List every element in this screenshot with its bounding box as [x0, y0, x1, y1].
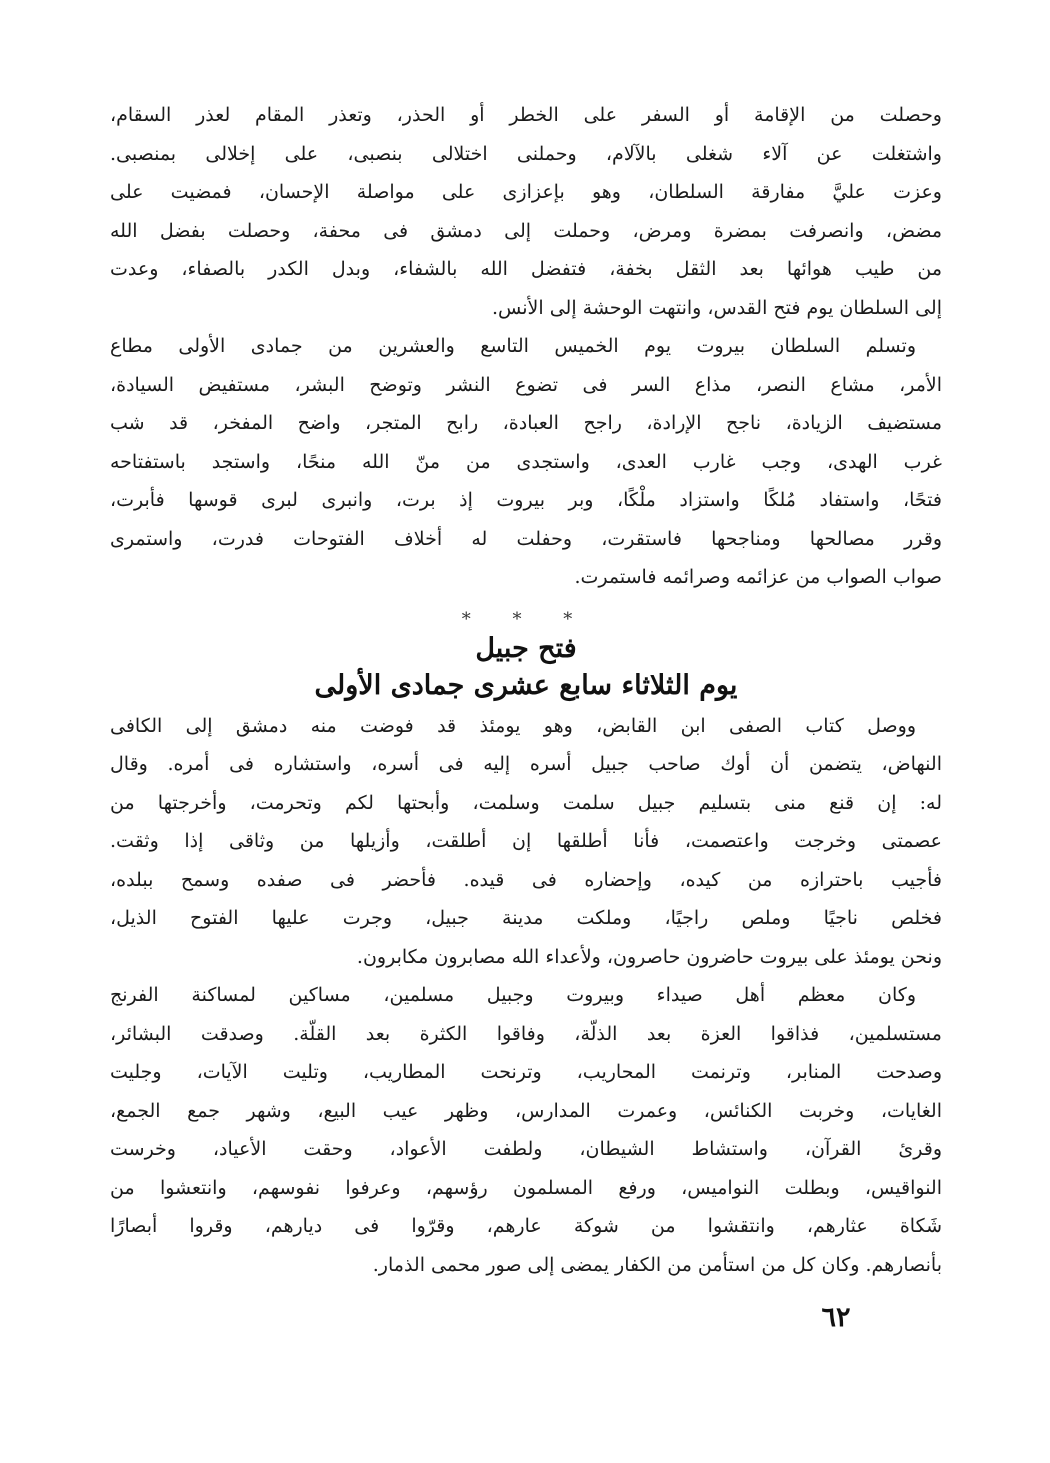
text-line: ونحن يومئذ على بيروت حاضرون حاصرون، ولأعداء الله مصابرون مكابرون. — [356, 945, 942, 968]
text-line: الغايات، وخربت الكنائس، وعمرت المدارس، وظهر عيب البيع، وشهر جمع الجمع، — [110, 1099, 942, 1122]
paragraph-3 — [110, 707, 942, 977]
text-line: بأنصارهم. وكان كل من استأمن من الكفار يمضى إلى صور محمى الذمار. — [372, 1253, 942, 1276]
text-line: الأمر، مشاع النصر، مذاع السر فى تضوع النشر وتوضح البشر، مستفيض السيادة، — [110, 373, 942, 396]
text-line: وقرئ القرآن، واستشاط الشيطان، ولطفت الأعواد، وحقت الأعياد، وخرست — [110, 1138, 942, 1160]
page-number: ٦٢ — [821, 1302, 851, 1333]
section-subtitle: يوم الثلاثاء سابع عشرى جمادى الأولى — [314, 669, 738, 701]
text-line: النهاض، يتضمن أن أوك صاحب جبيل أسره إليه فى أسره، واستشاره فى أمره. وقال — [110, 753, 942, 775]
text-line: صواب الصواب من عزائمه وصرائمه فاستمرت. — [574, 566, 942, 588]
text-line: من طيب هوائها بعد الثقل بخفة، فتفضل الله بالشفاء، وبدل الكدر بالصفاء، وعدت — [110, 258, 942, 280]
text-line: عصمتى وخرجت واعتصمت، فأنا أطلقها إن أطلقت، وأزيلها من وثاقى إذا وثقت. — [110, 830, 942, 852]
paragraph-4 — [110, 976, 942, 1284]
text-line: وتسلم السلطان بيروت يوم الخميس التاسع والعشرين من جمادى الأولى مطاع — [110, 335, 916, 357]
paragraph-2 — [110, 327, 942, 597]
text-line: النواقيس، وبطلت النواميس، ورفع المسلمون رؤسهم، وعرفوا نفوسهم، وانتعشوا من — [110, 1176, 942, 1199]
paragraph-1 — [110, 96, 942, 327]
text-line: فتحًا، واستفاد مُلكًا واستزاد ملْكًا، وبر بيروت إذ برت، وانبرى لبرى قوسها فأبرت، — [110, 489, 942, 511]
text-line: له: إن قنع منى بتسليم جبيل سلمت وسلمت، وأبحتها لكم وتحرمت، وأخرجتها من — [110, 791, 942, 814]
book-page — [110, 96, 942, 1284]
text-line: وعزت عليَّ مفارقة السلطان، وهو بإعزازى على مواصلة الإحسان، فمضيت على — [110, 181, 942, 203]
text-line: وقرر مصالحها ومناجحها فاستقرت، وحفلت له أخلاف الفتوحات فدرت، واستمرى — [110, 527, 942, 550]
text-line: فأجيب باحترازه من كيده، وإحضاره فى قيده. فأحضر فى صفده وسمح ببلده، — [110, 868, 942, 891]
text-line: وحصلت من الإقامة أو السفر على الخطر أو الحذر، وتعذر المقام لعذر السقام، — [110, 104, 942, 126]
text-line: مستسلمين، فذاقوا العزة بعد الذلّة، وفاقوا الكثرة بعد القلّة. وصدقت البشائر، — [110, 1022, 942, 1045]
text-line: شَكاة عثارهم، وانتقشوا من شوكة عارهم، وقرّوا فى ديارهم، وقروا أبصارًا — [110, 1215, 942, 1237]
text-line: وكان معظم أهل صيداء وبيروت وجبيل مسلمين، مساكين لمساكنة الفرنج — [110, 984, 916, 1006]
text-line: إلى السلطان يوم فتح القدس، وانتهت الوحشة إلى الأنس. — [491, 296, 942, 319]
section-title: فتح جبيل — [475, 632, 577, 664]
text-line: غرب الهدى، وجب غارب العدى، واستجدى من منّ الله منحًا، واستجد باستفتاحه — [110, 450, 942, 473]
text-line: واشتغلت عن آلاء شغلى بالآلام، وحملنى اختلالى بنصبى، على إخلالى بمنصبى. — [110, 142, 942, 165]
text-line: مستضيف الزيادة، ناجح الإرادة، راجح العبادة، رابح المتجر، واضح المفخر، قد شب — [110, 412, 942, 434]
text-line: ووصل كتاب الصفى ابن القابض، وهو يومئذ قد فوضت منه دمشق إلى الكافى — [110, 714, 916, 737]
section-separator: * * * — [461, 608, 591, 630]
text-line: مضض، وانصرفت بمضرة ومرض، وحملت إلى دمشق فى محفة، وحصلت بفضل الله — [110, 219, 942, 242]
text-line: وصدحت المنابر، وترنمت المحاريب، وترنحت المطاريب، وتليت الآيات، وجليت — [110, 1061, 942, 1083]
text-line: فخلص ناجيًا وملص راجيًا، وملكت مدينة جبيل، وجرت عليها الفتوح الذيل، — [110, 907, 942, 929]
